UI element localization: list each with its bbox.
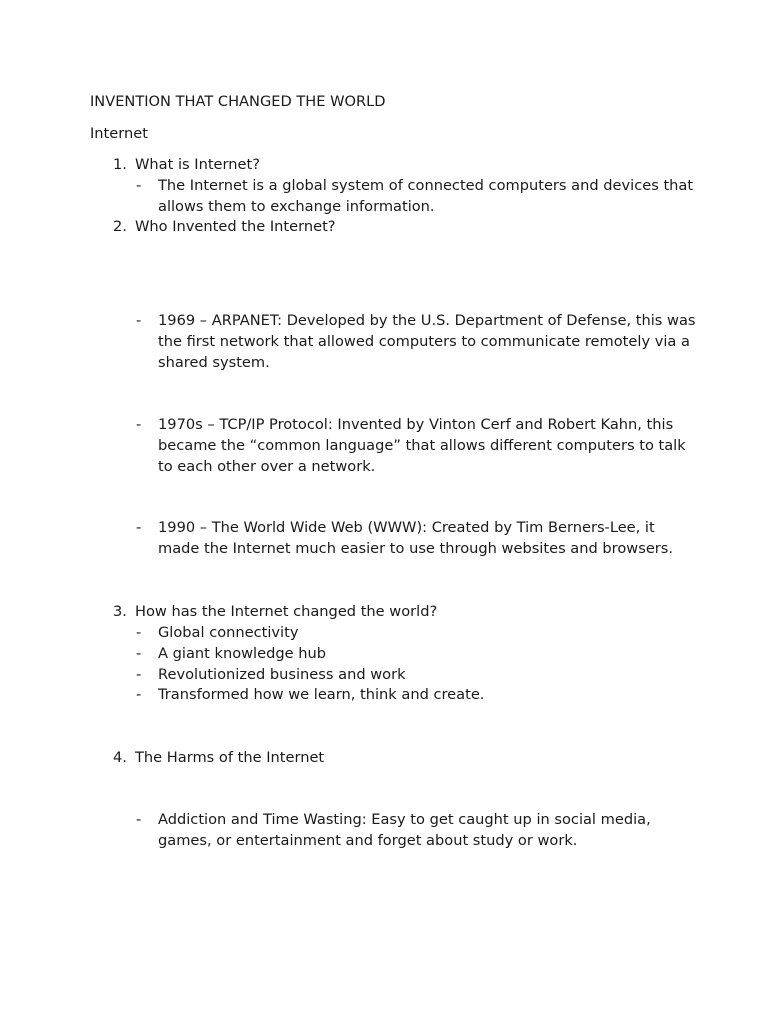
section-number: 3.	[113, 603, 127, 620]
bullet-dash: -	[136, 177, 142, 194]
bullet-text: Addiction and Time Wasting: Easy to get caught up in social media, games, or entertainment and forget about study or work.	[158, 811, 651, 849]
bullet-dash: -	[136, 666, 142, 683]
bullet-text: A giant knowledge hub	[158, 645, 326, 662]
bullet-dash: -	[136, 312, 142, 329]
bullet-dash: -	[136, 645, 142, 662]
bullet-text: Global connectivity	[158, 624, 299, 641]
bullet-text: Revolutionized business and work	[158, 666, 406, 683]
document-subtitle: Internet	[90, 125, 148, 142]
bullet-text: The Internet is a global system of connected computers and devices that allows them to exchange information.	[158, 177, 694, 215]
bullet-dash: -	[136, 416, 142, 433]
section-number: 2.	[113, 218, 127, 235]
bullet-dash: -	[136, 519, 142, 536]
bullet-dash: -	[136, 624, 142, 641]
document-title: INVENTION THAT CHANGED THE WORLD	[90, 93, 386, 110]
section-number: 4.	[113, 749, 127, 766]
bullet-dash: -	[136, 686, 142, 703]
section-number: 1.	[113, 156, 127, 173]
section-question: The Harms of the Internet	[135, 749, 325, 766]
bullet-text: 1969 – ARPANET: Developed by the U.S. Department of Defense, this was the first network that allowed computers to communicate remotely via a shared system.	[158, 312, 696, 371]
section-question: How has the Internet changed the world?	[135, 603, 438, 620]
bullet-text: 1990 – The World Wide Web (WWW): Created by Tim Berners-Lee, it made the Internet much easier to use through websites and browsers.	[158, 519, 674, 557]
section-question: Who Invented the Internet?	[135, 218, 336, 235]
section-question: What is Internet?	[135, 156, 260, 173]
bullet-text: 1970s – TCP/IP Protocol: Invented by Vinton Cerf and Robert Kahn, this became the “common language” that allows different computers to talk to each other over a network.	[158, 416, 686, 475]
bullet-text: Transformed how we learn, think and create.	[158, 686, 485, 703]
bullet-dash: -	[136, 811, 142, 828]
